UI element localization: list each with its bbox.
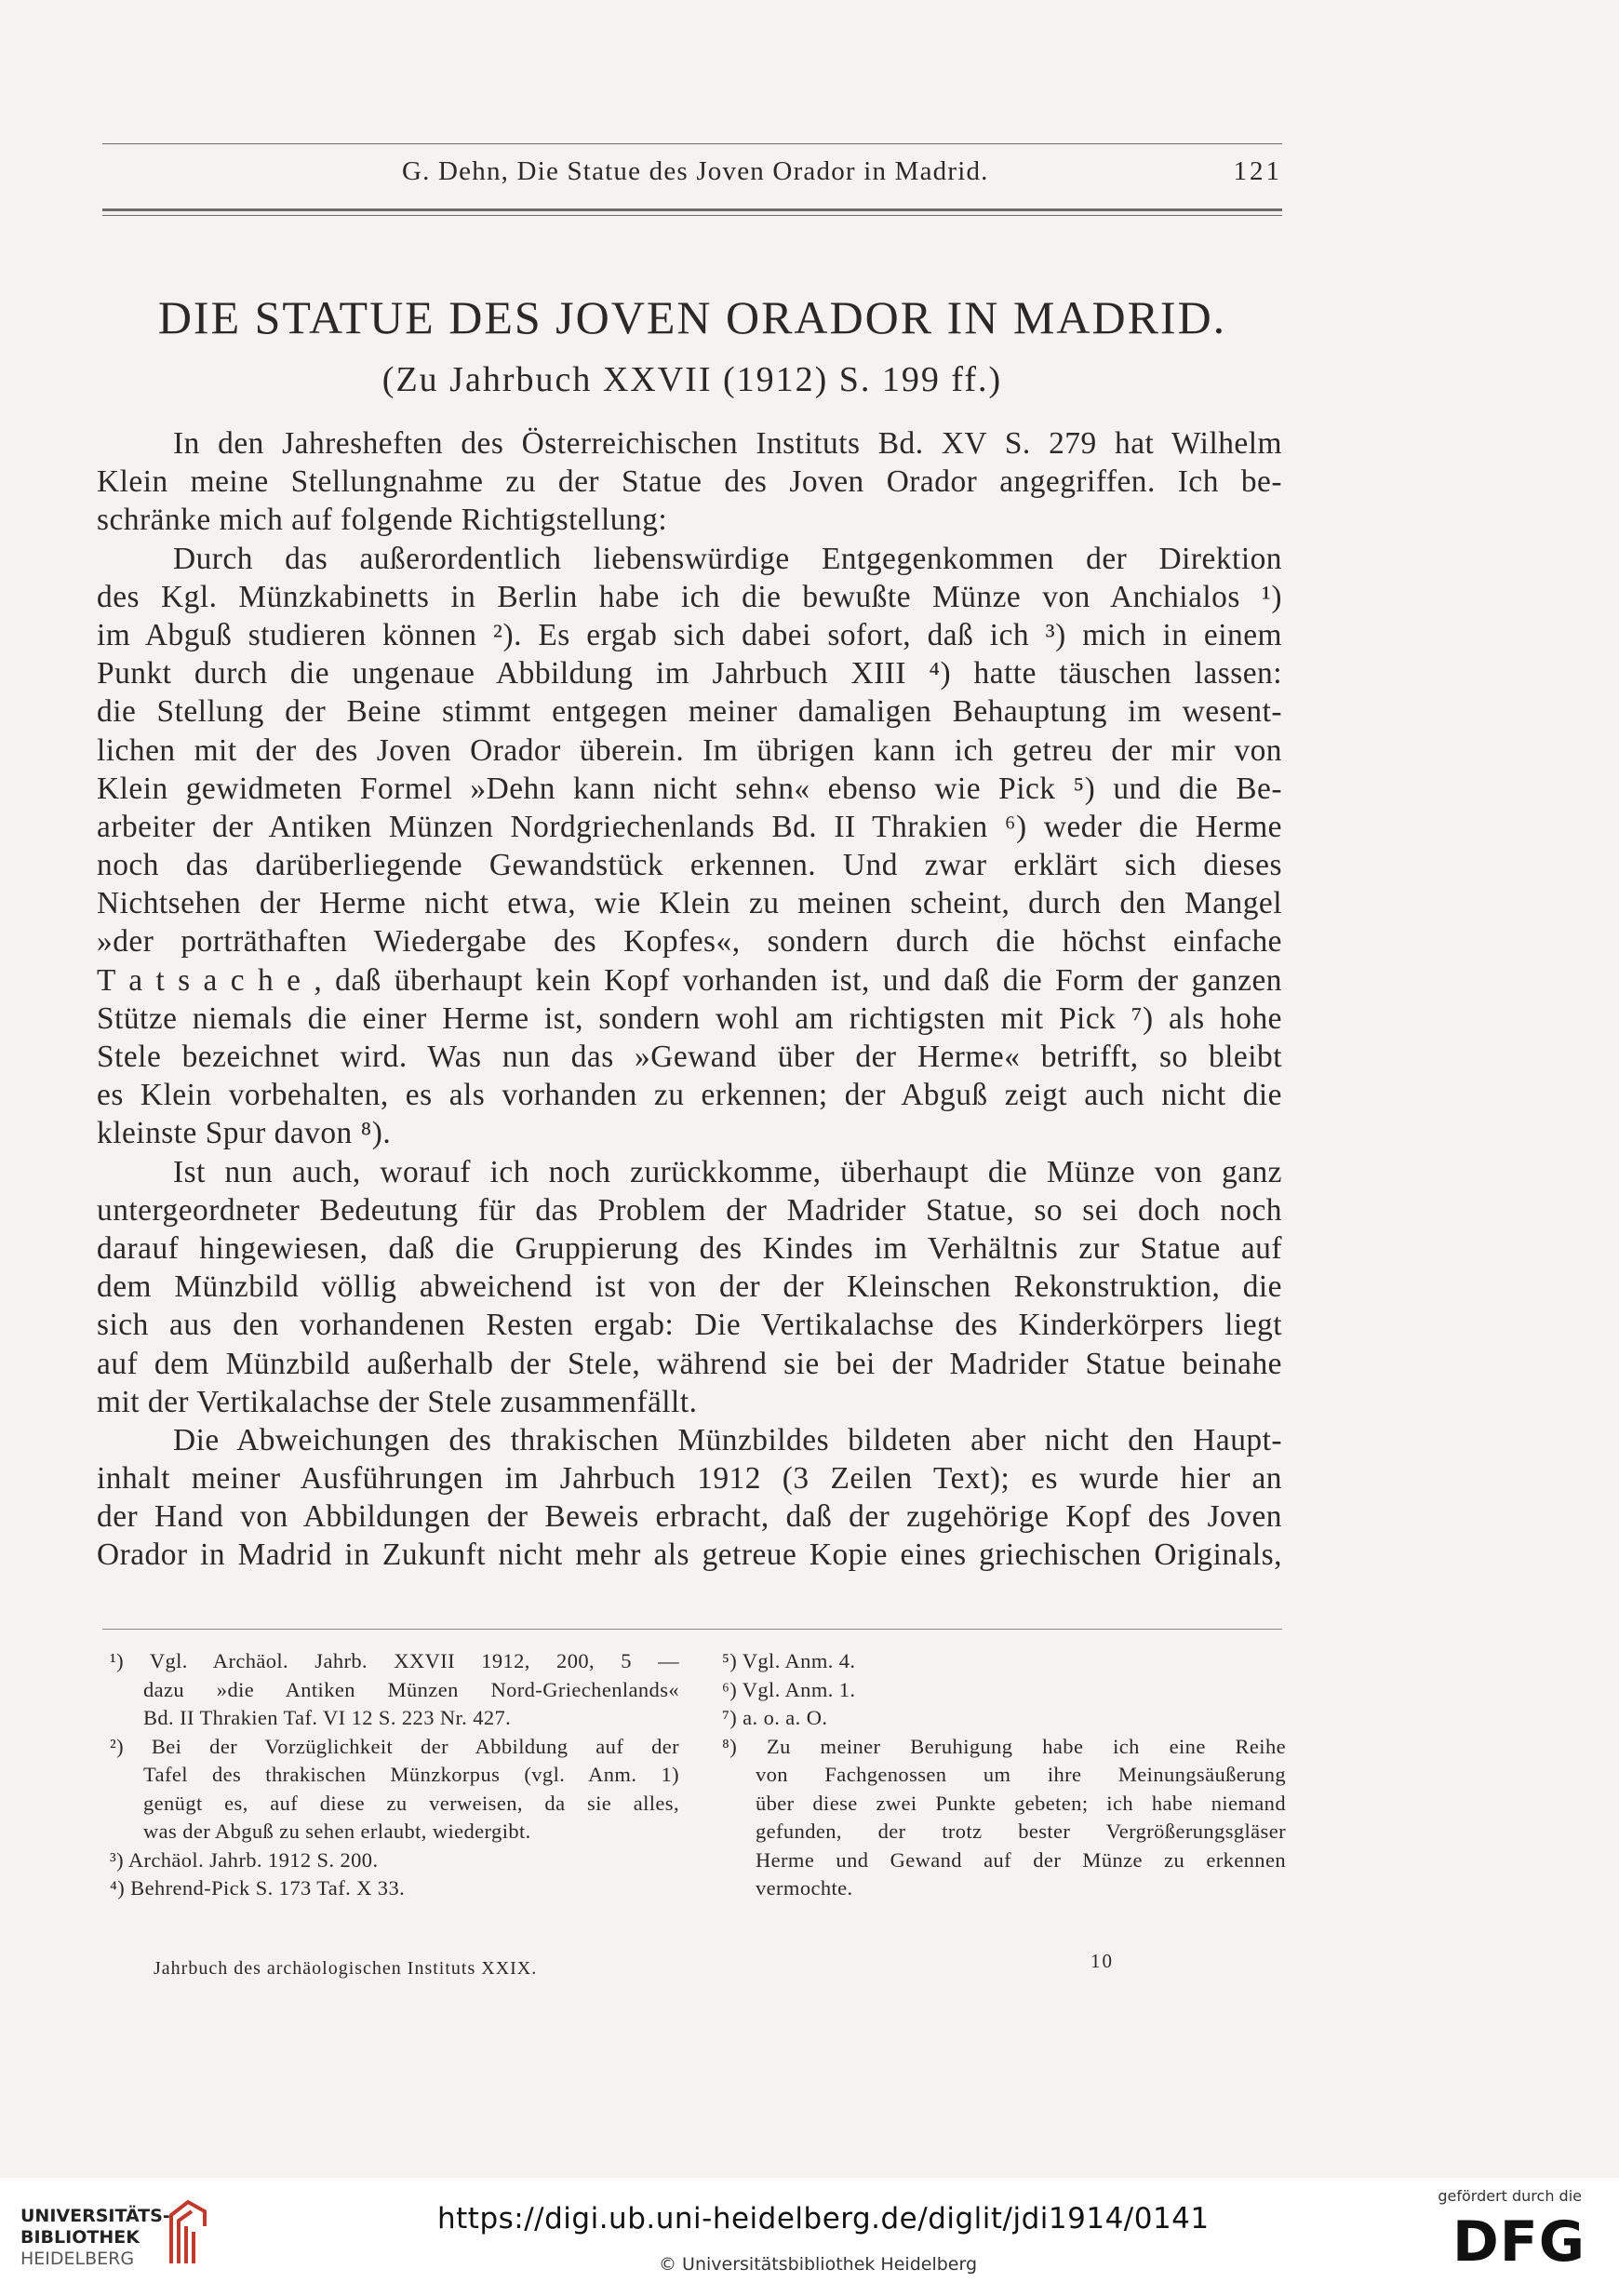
body-line: Klein meine Stellungnahme zu der Statue des Joven Orador angegriffen. Ich be-: [97, 464, 1282, 500]
footnote-line: ⁶) Vgl. Anm. 1.: [722, 1677, 856, 1701]
body-line: Klein gewidmeten Formel »Dehn kann nicht sehn« ebenso wie Pick ⁵) und die Be-: [97, 771, 1282, 806]
body-line: inhalt meiner Ausführungen im Jahrbuch 1912 (3 Zeilen Text); es wurde hier an: [97, 1461, 1282, 1497]
body-line: untergeordneter Bedeutung für das Problem der Madrider Statue, so sei doch noch: [97, 1192, 1282, 1228]
footnote-line: was der Abguß zu sehen erlaubt, wiedergibt.: [143, 1819, 531, 1843]
footnote-line: ⁴) Behrend-Pick S. 173 Taf. X 33.: [110, 1876, 406, 1900]
body-line: Nichtsehen der Herme nicht etwa, wie Klein zu meinen scheint, durch den Mangel: [97, 886, 1282, 921]
footnote-line: ¹) Vgl. Archäol. Jahrb. XXVII 1912, 200, 5 —: [110, 1649, 679, 1672]
footer-bar: [0, 2178, 1619, 2296]
page-number: 121: [1233, 156, 1282, 186]
body-line: arbeiter der Antiken Münzen Nordgriechenlands Bd. II Thrakien ⁶) weder die Herme: [97, 809, 1282, 844]
header-rule-bottom-thin: [102, 215, 1282, 216]
body-line: noch das darüberliegende Gewandstück erkennen. Und zwar erklärt sich dieses: [97, 848, 1282, 883]
footnote-line: ⁵) Vgl. Anm. 4.: [722, 1649, 856, 1672]
library-name[interactable]: [20, 2206, 170, 2270]
footnote-line: ⁷) a. o. a. O.: [722, 1706, 828, 1729]
library-name-line3: HEIDELBERG: [20, 2249, 135, 2269]
footnote-line: Tafel des thrakischen Münzkorpus (vgl. Anm. 1): [143, 1763, 679, 1786]
running-head: [102, 156, 1282, 197]
body-line: In den Jahresheften des Österreichischen Instituts Bd. XV S. 279 hat Wilhelm: [173, 426, 1282, 461]
footnote-line: von Fachgenossen um ihre Meinungsäußerung: [756, 1763, 1286, 1786]
body-line: dem Münzbild völlig abweichend ist von der der Kleinschen Rekonstruktion, die: [97, 1269, 1282, 1305]
body-line: auf dem Münzbild außerhalb der Stele, während sie bei der Madrider Statue beinahe: [97, 1346, 1282, 1381]
article-subtitle: (Zu Jahrbuch XXVII (1912) S. 199 ff.): [381, 360, 1003, 399]
library-logo-icon: [167, 2198, 208, 2273]
body-line: schränke mich auf folgende Richtigstellung:: [97, 503, 668, 538]
body-line: mit der Vertikalachse der Stele zusammenfällt.: [97, 1384, 698, 1419]
body-line: lichen mit der des Joven Orador überein. Im übrigen kann ich getreu der mir von: [97, 732, 1282, 768]
footnote-rule: [102, 1629, 1282, 1630]
permalink-url[interactable]: https://digi.ub.uni-heidelberg.de/diglit/jdi1914/0141: [437, 2202, 1210, 2236]
copyright-notice: © Universitätsbibliothek Heidelberg: [659, 2254, 978, 2275]
header-rule-top: [102, 143, 1282, 144]
body-line: Stele bezeichnet wird. Was nun das »Gewand über der Herme« betrifft, so bleibt: [97, 1040, 1282, 1074]
body-line: sich aus den vorhandenen Resten ergab: Die Vertikalachse des Kinderkörpers liegt: [97, 1308, 1282, 1343]
footnotes-left-column: [110, 1647, 679, 1903]
footnote-line: ³) Archäol. Jahrb. 1912 S. 200.: [110, 1847, 379, 1872]
footnote-line: ⁸) Zu meiner Beruhigung habe ich eine Reihe: [722, 1734, 1286, 1758]
body-line: Stütze niemals die einer Herme ist, sondern wohl am richtigsten mit Pick ⁷) als hohe: [97, 1000, 1282, 1036]
body-line: Durch das außerordentlich liebenswürdige Entgegenkommen der Direktion: [173, 541, 1282, 576]
body-line: die Stellung der Beine stimmt entgegen meiner damaligen Behauptung im wesent-: [97, 694, 1282, 730]
body-line: Ist nun auch, worauf ich noch zurückkomme, überhaupt die Münze von ganz: [173, 1154, 1282, 1189]
body-line: der Hand von Abbildungen der Beweis erbracht, daß der zugehörige Kopf des Joven: [97, 1499, 1282, 1535]
body-line: Punkt durch die ungenaue Abbildung im Jahrbuch XIII ⁴) hatte täuschen lassen:: [97, 656, 1282, 691]
body-line: des Kgl. Münzkabinetts in Berlin habe ich die bewußte Münze von Anchialos ¹): [97, 579, 1282, 614]
footnotes-right-column: [722, 1647, 1286, 1903]
footnote-line: ²) Bei der Vorzüglichkeit der Abbildung auf der: [110, 1734, 679, 1758]
body-line: Die Abweichungen des thrakischen Münzbildes bildeten aber nicht den Haupt-: [173, 1422, 1282, 1457]
library-name-line1: UNIVERSITÄTS-: [20, 2206, 170, 2226]
footnote-line: vermochte.: [756, 1876, 853, 1900]
library-name-line2: BIBLIOTHEK: [20, 2227, 140, 2248]
body-line: darauf hingewiesen, daß die Gruppierung des Kindes im Verhältnis zur Statue auf: [97, 1230, 1282, 1266]
body-line: Orador in Madrid in Zukunft nicht mehr als getreue Kopie eines griechischen Originals,: [97, 1537, 1282, 1573]
footnote-line: über diese zwei Punkte gebeten; ich habe niemand: [756, 1791, 1286, 1815]
footnote-line: Bd. II Thrakien Taf. VI 12 S. 223 Nr. 427.: [143, 1706, 512, 1729]
footnote-line: gefunden, der trotz bester Vergrößerungsgläser: [756, 1819, 1286, 1843]
footnote-line: dazu »die Antiken Münzen Nord-Griechenlands«: [143, 1677, 679, 1701]
footnote-line: Herme und Gewand auf der Münze zu erkennen: [756, 1847, 1286, 1872]
article-body: [97, 424, 1282, 1575]
signature-mark: 10: [1090, 1950, 1114, 1972]
running-title: G. Dehn, Die Statue des Joven Orador in Madrid.: [402, 156, 989, 186]
funding-label: gefördert durch die: [1438, 2187, 1582, 2205]
body-line: es Klein vorbehalten, es als vorhanden zu erkennen; der Abguß zeigt auch nicht die: [97, 1078, 1282, 1113]
article-title: DIE STATUE DES JOVEN ORADOR IN MADRID.: [157, 291, 1227, 343]
journal-note: Jahrbuch des archäologischen Instituts XXIX.: [154, 1958, 538, 1979]
body-line: »der porträthaften Wiedergabe des Kopfes«, sondern durch die höchst einfache: [97, 924, 1282, 960]
footnote-line: genügt es, auf diese zu verweisen, da sie alles,: [143, 1791, 679, 1815]
body-line: kleinste Spur davon ⁸).: [97, 1116, 392, 1151]
body-line: im Abguß studieren können ²). Es ergab sich dabei sofort, daß ich ³) mich in einem: [97, 617, 1282, 652]
body-line: T a t s a c h e , daß überhaupt kein Kopf vorhanden ist, und daß die Form der ganzen: [97, 962, 1282, 998]
header-rule-bottom: [102, 208, 1282, 211]
dfg-logo[interactable]: DFG: [1452, 2209, 1586, 2275]
